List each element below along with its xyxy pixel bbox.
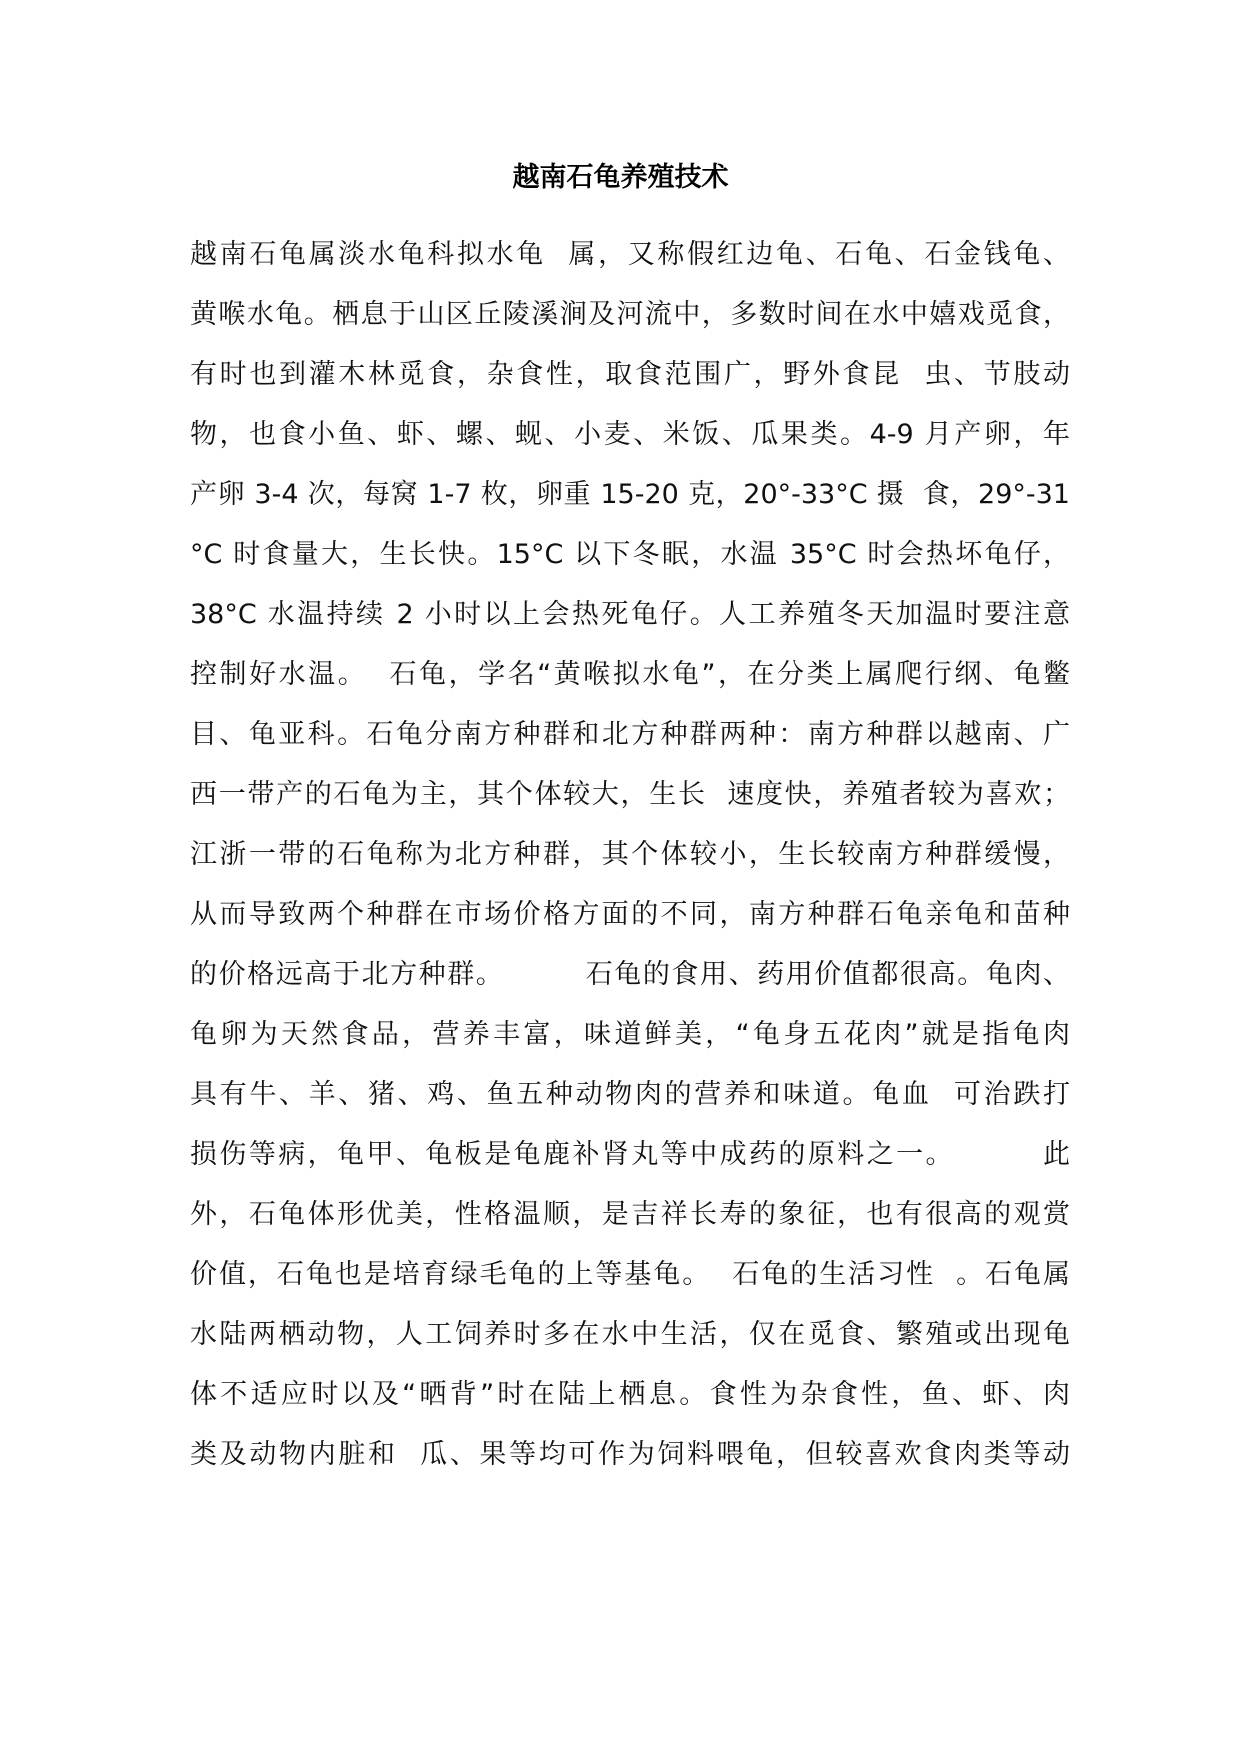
body-line: 损伤等病，龟甲、龟板是龟鹿补肾丸等中成药的原料之一。 此 [190, 1139, 1070, 1170]
body-line: 水陆两栖动物，人工饲养时多在水中生活，仅在觅食、繁殖或出现龟 [190, 1319, 1070, 1350]
body-line: 控制好水温。 石龟，学名“黄喉拟水龟”，在分类上属爬行纲、龟鳖 [190, 659, 1070, 690]
body-line: 类及动物内脏和 瓜、果等均可作为饲料喂龟，但较喜欢食肉类等动 [190, 1439, 1070, 1470]
document-body [190, 225, 1070, 1485]
body-line: 龟卵为天然食品，营养丰富，味道鲜美，“龟身五花肉”就是指龟肉 [190, 1019, 1070, 1050]
body-line: 目、龟亚科。石龟分南方种群和北方种群两种：南方种群以越南、广 [190, 719, 1070, 750]
body-line: 38°C 水温持续 2 小时以上会热死龟仔。人工养殖冬天加温时要注意 [190, 599, 1070, 630]
body-line: 外，石龟体形优美，性格温顺，是吉祥长寿的象征，也有很高的观赏 [190, 1199, 1070, 1230]
body-line: 体不适应时以及“晒背”时在陆上栖息。食性为杂食性，鱼、虾、肉 [190, 1379, 1070, 1410]
body-line: °C 时食量大，生长快。15°C 以下冬眠，水温 35°C 时会热坏龟仔， [190, 539, 1070, 570]
body-line: 价值，石龟也是培育绿毛龟的上等基龟。 石龟的生活习性 。石龟属 [190, 1259, 1070, 1290]
body-line: 具有牛、羊、猪、鸡、鱼五种动物肉的营养和味道。龟血 可治跌打 [190, 1079, 1070, 1110]
body-line: 越南石龟属淡水龟科拟水龟 属，又称假红边龟、石龟、石金钱龟、 [190, 239, 1070, 270]
body-line: 的价格远高于北方种群。 石龟的食用、药用价值都很高。龟肉、 [190, 959, 1070, 990]
body-line: 黄喉水龟。栖息于山区丘陵溪涧及河流中，多数时间在水中嬉戏觅食， [190, 299, 1070, 330]
body-line: 江浙一带的石龟称为北方种群，其个体较小，生长较南方种群缓慢， [190, 839, 1070, 870]
body-line: 物，也食小鱼、虾、螺、蚬、小麦、米饭、瓜果类。4-9 月产卵，年 [190, 419, 1070, 450]
body-line: 有时也到灌木林觅食，杂食性，取食范围广，野外食昆 虫、节肢动 [190, 359, 1070, 390]
document-title: 越南石龟养殖技术 [512, 162, 729, 193]
body-line: 从而导致两个种群在市场价格方面的不同，南方种群石龟亲龟和苗种 [190, 899, 1070, 930]
body-line: 西一带产的石龟为主，其个体较大，生长 速度快，养殖者较为喜欢； [190, 779, 1070, 810]
body-line: 产卵 3-4 次，每窝 1-7 枚，卵重 15-20 克，20°-33°C 摄 食，29°-31 [190, 479, 1070, 510]
